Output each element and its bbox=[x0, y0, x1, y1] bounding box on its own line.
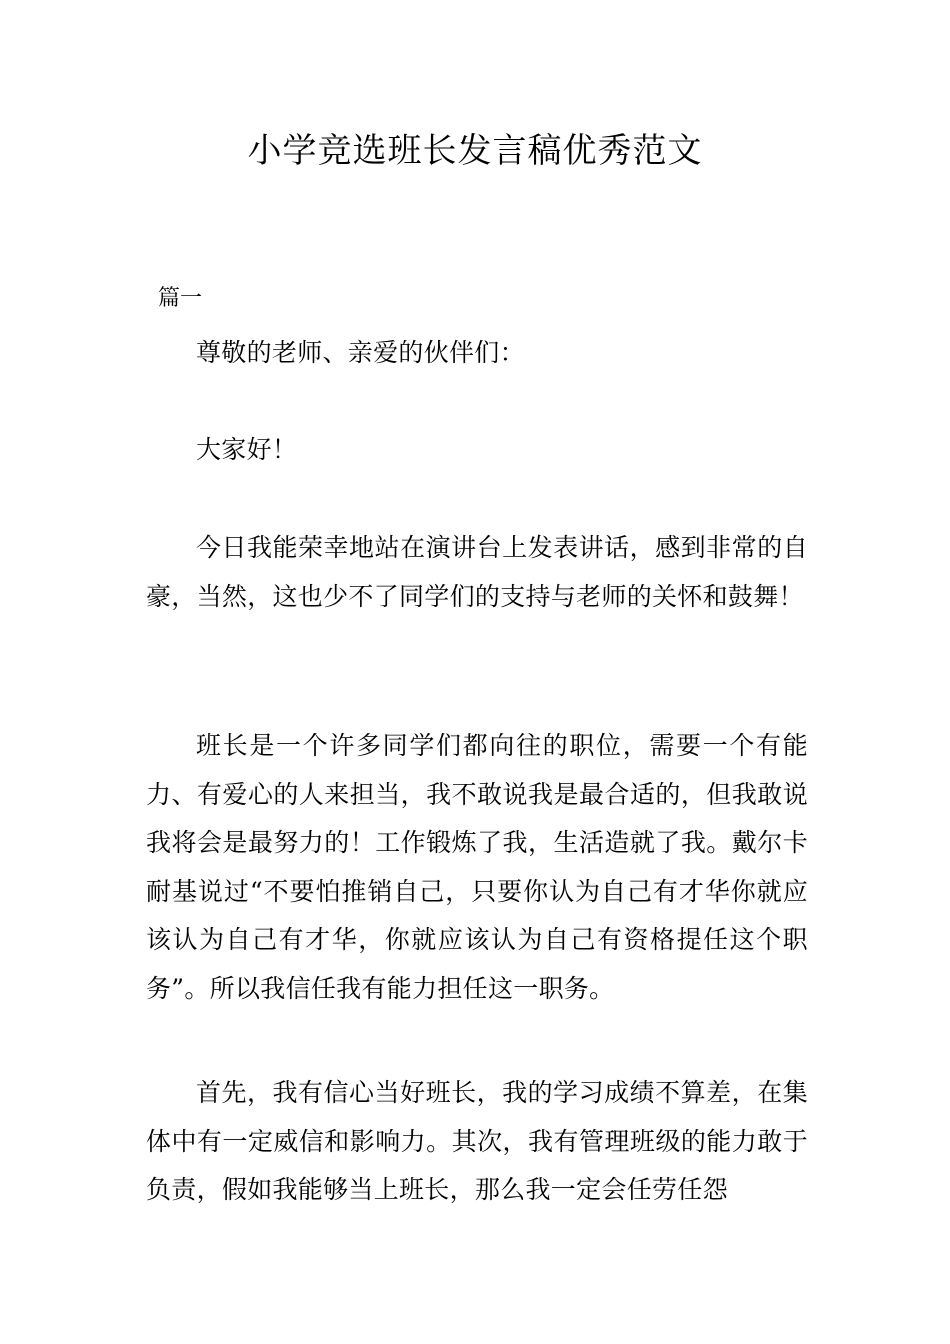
paragraph-role: 班长是一个许多同学们都向往的职位，需要一个有能力、有爱心的人来担当，我不敢说我是最合适的，但我敢说我将会是最努力的！工作锻炼了我，生活造就了我。戴尔卡耐基说过“不要怕推销自己，只要你认为自己有才华你就应该认为自己有才华，你就应该认为自己有资格提任这个职务”。所以我信任我有能力担任这一职务。 bbox=[146, 731, 808, 1003]
paragraph-hello: 大家好！ bbox=[196, 435, 298, 464]
paragraph-first: 首先，我有信心当好班长，我的学习成绩不算差，在集体中有一定威信和影响力。其次，我有管理班级的能力敢于负责，假如我能够当上班长，那么我一定会任劳任怨 bbox=[146, 1078, 808, 1204]
paragraph-intro: 今日我能荣幸地站在演讲台上发表讲话，感到非常的自豪，当然，这也少不了同学们的支持与老师的关怀和鼓舞！ bbox=[146, 533, 808, 611]
paragraph-greeting: 尊敬的老师、亲爱的伙伴们： bbox=[196, 338, 525, 367]
section-label: 篇一 bbox=[158, 286, 203, 311]
document-title: 小学竞选班长发言稿优秀范文 bbox=[247, 131, 703, 171]
